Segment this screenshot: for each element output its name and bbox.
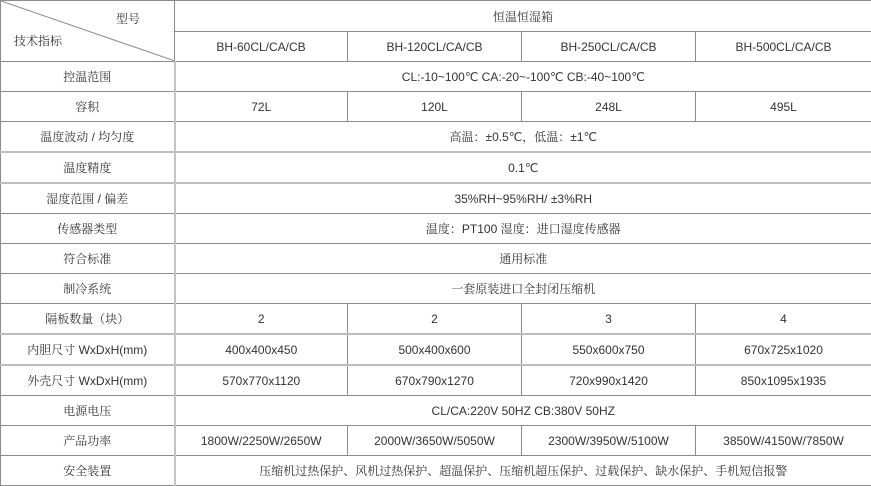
model-cell: BH-250CL/CA/CB [522,32,696,62]
row-label: 隔板数量（块） [1,304,175,335]
table-row [1,214,871,244]
row-value: 248L [522,92,696,122]
model-header-label: 型号 [116,10,140,27]
row-label: 内胆尺寸 WxDxH(mm) [1,334,175,365]
row-value: 0.1℃ [175,152,871,183]
row-value: 500x400x600 [348,334,522,365]
row-label: 传感器类型 [1,214,175,244]
row-value: 一套原装进口全封闭压缩机 [175,274,871,304]
row-value: 495L [696,92,871,122]
model-cell: BH-60CL/CA/CB [175,32,348,62]
header-row [1,1,871,32]
row-label: 符合标准 [1,244,175,274]
model-cell: BH-500CL/CA/CB [696,32,871,62]
row-value: 1800W/2250W/2650W [175,426,348,456]
row-value: 120L [348,92,522,122]
table-row [1,456,871,486]
table-row [1,244,871,274]
table-row [1,426,871,456]
table-row [1,365,871,396]
row-value: 850x1095x1935 [696,365,871,396]
row-value: 高温：±0.5℃，低温：±1℃ [175,122,871,153]
row-value: 670x790x1270 [348,365,522,396]
row-value: 670x725x1020 [696,334,871,365]
table-row [1,122,871,153]
row-value: 2000W/3650W/5050W [348,426,522,456]
row-value: 3850W/4150W/7850W [696,426,871,456]
table-row [1,304,871,335]
row-value: 400x400x450 [175,334,348,365]
row-label: 制冷系统 [1,274,175,304]
row-value: 4 [696,304,871,335]
corner-cell [1,1,175,62]
row-label: 湿度范围 / 偏差 [1,183,175,214]
row-value: 550x600x750 [522,334,696,365]
table-row [1,396,871,426]
row-value: 2 [348,304,522,335]
row-value: 3 [522,304,696,335]
row-value: 720x990x1420 [522,365,696,396]
row-value: 温度：PT100 湿度：进口湿度传感器 [175,214,871,244]
model-cell: BH-120CL/CA/CB [348,32,522,62]
table-row [1,92,871,122]
row-value: 2300W/3950W/5100W [522,426,696,456]
table-row [1,183,871,214]
row-value: 通用标准 [175,244,871,274]
row-label: 电源电压 [1,396,175,426]
spec-header-label: 技术指标 [14,32,62,49]
row-label: 产品功率 [1,426,175,456]
diagonal-divider [1,1,175,61]
row-value: 35%RH~95%RH/ ±3%RH [175,183,871,214]
row-value: CL/CA:220V 50HZ CB:380V 50HZ [175,396,871,426]
row-label: 温度波动 / 均匀度 [1,122,175,153]
table-row [1,274,871,304]
table-row [1,62,871,92]
row-label: 容积 [1,92,175,122]
table-row [1,152,871,183]
row-label: 外壳尺寸 WxDxH(mm) [1,365,175,396]
product-title: 恒温恒湿箱 [175,1,871,32]
row-value: 压缩机过热保护、风机过热保护、超温保护、压缩机超压保护、过载保护、缺水保护、手机短信报警 [175,456,871,486]
row-label: 安全装置 [1,456,175,486]
row-value: 2 [175,304,348,335]
row-label: 控温范围 [1,62,175,92]
row-value: 570x770x1120 [175,365,348,396]
table-row [1,334,871,365]
row-value: 72L [175,92,348,122]
row-value: CL:-10~100℃ CA:-20~-100℃ CB:-40~100℃ [175,62,871,92]
row-label: 温度精度 [1,152,175,183]
